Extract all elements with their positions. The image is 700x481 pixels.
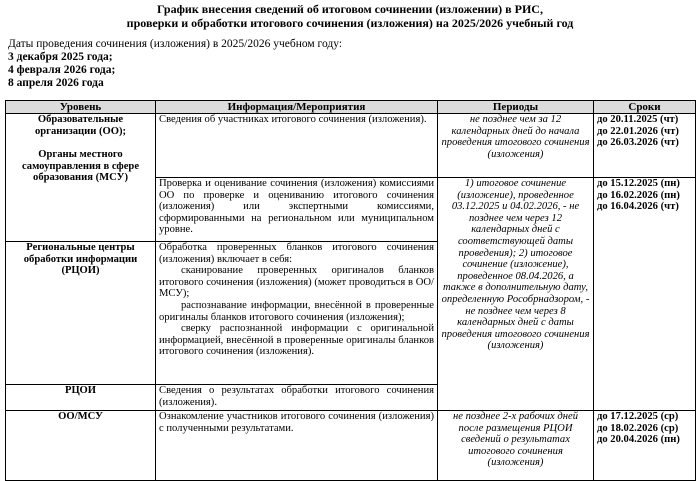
term-3: до 26.03.2026 (чт) — [597, 137, 679, 149]
level-oo-msu: ОО/МСУ — [6, 411, 156, 481]
level-rcoi: РЦОИ — [6, 385, 156, 411]
header-terms: Сроки — [594, 101, 696, 114]
term-1: до 17.12.2025 (ср) — [597, 411, 679, 422]
info-processing — [156, 242, 438, 385]
table-row-participants — [6, 114, 696, 178]
info-checking: Проверка и оценивание сочинения (изложения) комиссиями ОО по проверке и оцениванию итогового сочинения (изложения) или экспертными комиссиями, сформированными на региональном или муниципальном уровне. — [156, 178, 438, 242]
header-row — [6, 101, 696, 114]
term-1: до 20.11.2025 (чт) — [597, 114, 679, 125]
info-participants: Сведения об участниках итогового сочинения (изложения). — [156, 114, 438, 178]
term-1: до 15.12.2025 (пн) — [597, 178, 680, 189]
document-title — [0, 2, 700, 30]
intro-date-1: 3 декабря 2025 года; — [8, 51, 113, 63]
title-line-2: проверки и обработки итогового сочинения (изложения) на 2025/2026 учебный год — [126, 16, 574, 30]
intro-block — [8, 38, 688, 90]
level-cell-oo-msu-full — [6, 114, 156, 242]
table-row-familiarization — [6, 411, 696, 481]
info-familiarization: Ознакомление участников итогового сочинения (изложения) с полученными результатами. — [156, 411, 438, 481]
processing-item-2: распознавание информации, внесённой в проверенные оригиналы бланков итогового сочинения (изложения); — [159, 299, 434, 323]
intro-date-3: 8 апреля 2026 года — [8, 77, 104, 89]
header-periods: Периоды — [438, 101, 594, 114]
level-oo: Образовательные организации (ОО); — [34, 114, 127, 137]
term-2: до 18.02.2026 (ср) — [597, 422, 679, 434]
period-participants: не позднее чем за 12 календарных дней до начала проведения итогового сочинения (изложения) — [438, 114, 594, 178]
header-level: Уровень — [6, 101, 156, 114]
period-checking: 1) итоговое сочинение (изложение), проведенное 03.12.2025 и 04.02.2026, - не позднее чем через 12 календарных дней с соответствующей даты проведения); 2) итоговое сочинение (изложение), проведенное 08.04.2026, а также в дополнительную дату, определенную Рособрнадзором, - не позднее чем через 8 календарных дней с даты проведения итогового сочинения (изложения) — [438, 178, 594, 411]
info-results: Сведения о результатах обработки итогового сочинения (изложения). — [156, 385, 438, 411]
title-line-1: График внесения сведений об итоговом сочинении (изложении) в РИС, — [157, 2, 543, 16]
level-msu: Органы местного самоуправления в сфере образования (МСУ) — [21, 149, 140, 184]
terms-checking — [594, 178, 696, 411]
term-3: до 20.04.2026 (пн) — [597, 434, 680, 446]
term-2: до 22.01.2026 (чт) — [597, 125, 679, 137]
intro-caption: Даты проведения сочинения (изложения) в 2025/2026 учебном году: — [8, 38, 343, 50]
schedule-table — [5, 100, 696, 481]
terms-participants — [594, 114, 696, 178]
term-3: до 16.04.2026 (чт) — [597, 201, 679, 213]
terms-familiarization — [594, 411, 696, 481]
period-familiarization: не позднее 2-х рабочих дней после размещения РЦОИ сведений о результатах итогового сочинения (изложения) — [438, 411, 594, 481]
processing-lead: Обработка проверенных бланков итогового сочинения (изложения) включает в себя: — [159, 242, 434, 265]
intro-date-2: 4 февраля 2026 года; — [8, 64, 116, 76]
header-info: Информация/Мероприятия — [156, 101, 438, 114]
term-2: до 16.02.2026 (пн) — [597, 189, 680, 201]
processing-item-3: сверку распознанной информации с оригинальной информацией, внесённой в проверенные оригиналы бланков итогового сочинения (изложения). — [159, 323, 434, 358]
processing-item-1: сканирование проверенных оригиналов бланков итогового сочинения (изложения) (может проводиться в ОО/МСУ); — [159, 265, 434, 300]
level-rcoi-full: Региональные центры обработки информации (РЦОИ) — [6, 242, 156, 385]
